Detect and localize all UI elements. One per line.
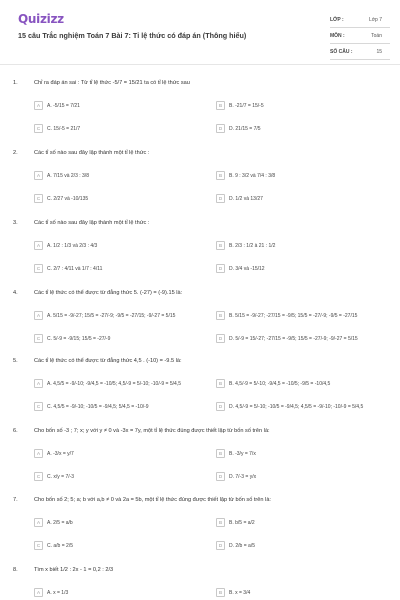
page-title: 15 câu Trắc nghiệm Toán 7 Bài 7: Tỉ lệ thức có đáp án (Thông hiểu) xyxy=(18,31,247,40)
meta-key: LỚP : xyxy=(330,16,344,23)
answer-option-d[interactable] xyxy=(216,193,263,204)
option-text: C. 4,5/5 = -9/-10; -10/5 = -9/4,5; 5/4,5 = -10/-9 xyxy=(47,403,149,410)
meta-value: Lớp 7 xyxy=(368,16,382,23)
answer-option-b[interactable] xyxy=(216,448,256,459)
option-text: A. 7/15 và 2/3 : 3/8 xyxy=(47,172,89,179)
option-letter-box: C xyxy=(34,264,43,273)
option-letter-box: C xyxy=(34,334,43,343)
question-text: Các tỉ số nào sau đây lập thành một tỉ lệ thức : xyxy=(34,220,150,226)
meta-key: SỐ CÂU : xyxy=(330,48,353,55)
option-text: A. x = 1/3 xyxy=(47,589,69,596)
option-text: B. 5/15 = -9/-27; -27/15 = -9/5; 15/5 = -27/-9; -9/5 = -27/15 xyxy=(229,312,358,319)
option-text: D. 1/2 và 13/27 xyxy=(229,195,263,202)
question-number: 3. xyxy=(13,220,18,226)
option-text: C. 2/7 : 4/11 và 1/7 : 4/11 xyxy=(47,265,103,272)
option-letter-box: A xyxy=(34,518,43,527)
option-letter-box: D xyxy=(216,472,225,481)
meta-value: 15 xyxy=(376,48,382,55)
option-letter-box: B xyxy=(216,311,225,320)
option-letter-box: A xyxy=(34,449,43,458)
answer-option-a[interactable] xyxy=(34,448,74,459)
option-letter-box: D xyxy=(216,402,225,411)
answer-option-a[interactable] xyxy=(34,517,73,528)
option-text: D. 7/-3 = y/x xyxy=(229,473,257,480)
option-text: C. x/y = 7/-3 xyxy=(47,473,75,480)
meta-value: Toán xyxy=(371,32,382,39)
question-number: 2. xyxy=(13,150,18,156)
option-text: D. 21/15 = 7/5 xyxy=(229,125,261,132)
answer-option-b[interactable] xyxy=(216,170,275,181)
option-text: B. x = 3/4 xyxy=(229,589,251,596)
quizizz-logo: Quizizz xyxy=(18,12,64,26)
option-text: D. 4,5/-9 = 5/-10; -10/5 = -9/4,5; 4,5/5 = -9/-10; -10/-9 = 5/4,5 xyxy=(229,403,364,410)
worksheet-header xyxy=(0,0,400,64)
option-letter-box: A xyxy=(34,588,43,597)
option-text: B. 2/3 : 1/2 à 21 : 1/2 xyxy=(229,242,276,249)
answer-option-d[interactable] xyxy=(216,540,255,551)
question-text: Các tỉ lệ thức có thể được từ đẳng thức 5. (-27) = (-9).15 là: xyxy=(34,290,183,296)
option-letter-box: D xyxy=(216,124,225,133)
option-text: D. 5/-9 = 15/-27; -27/15 = -9/5; 15/5 = -27/-9; -9/-27 = 5/15 xyxy=(229,335,358,342)
question-text: Cho bốn số -3 ; 7; x; y với y ≠ 0 và -3x = 7y, một tỉ lệ thức đúng được thiết lập từ bốn số trên là: xyxy=(34,428,270,434)
answer-option-d[interactable] xyxy=(216,401,363,412)
option-letter-box: D xyxy=(216,541,225,550)
answer-option-a[interactable] xyxy=(34,170,89,181)
option-letter-box: D xyxy=(216,334,225,343)
question-text: Các tỉ lệ thức có thể được từ đẳng thức 4,5 . (-10) = -9.5 là: xyxy=(34,358,182,364)
question-number: 6. xyxy=(13,428,18,434)
meta-key: MÔN : xyxy=(330,32,345,39)
answer-option-a[interactable] xyxy=(34,310,175,321)
answer-option-b[interactable] xyxy=(216,310,357,321)
option-text: B. -3/y = 7/x xyxy=(229,450,256,457)
option-letter-box: C xyxy=(34,194,43,203)
option-text: C. 15/-5 = 21/7 xyxy=(47,125,81,132)
meta-row-subject xyxy=(330,28,390,44)
option-text: B. 9 : 3/2 và 7/4 : 3/8 xyxy=(229,172,276,179)
answer-option-c[interactable] xyxy=(34,123,80,134)
option-text: A. 5/15 = -9/-27; 15/5 = -27/-9; -9/5 = -27/15; -9/-27 = 5/15 xyxy=(47,312,176,319)
option-letter-box: A xyxy=(34,241,43,250)
answer-option-c[interactable] xyxy=(34,333,110,344)
answer-option-b[interactable] xyxy=(216,517,255,528)
option-letter-box: B xyxy=(216,241,225,250)
answer-option-d[interactable] xyxy=(216,123,261,134)
option-text: D. 3/4 và -15/12 xyxy=(229,265,265,272)
meta-row-class xyxy=(330,12,390,28)
answer-option-d[interactable] xyxy=(216,263,265,274)
option-letter-box: B xyxy=(216,518,225,527)
question-number: 7. xyxy=(13,497,18,503)
option-text: C. a/b = 2/5 xyxy=(47,542,73,549)
option-text: A. -5/15 = 7/21 xyxy=(47,102,80,109)
option-letter-box: C xyxy=(34,541,43,550)
answer-option-d[interactable] xyxy=(216,333,358,344)
question-number: 5. xyxy=(13,358,18,364)
option-letter-box: B xyxy=(216,449,225,458)
option-letter-box: C xyxy=(34,402,43,411)
answer-option-c[interactable] xyxy=(34,401,149,412)
answer-option-c[interactable] xyxy=(34,263,102,274)
option-text: A. -3/x = y/7 xyxy=(47,450,74,457)
option-letter-box: B xyxy=(216,101,225,110)
answer-option-a[interactable] xyxy=(34,587,68,598)
answer-option-c[interactable] xyxy=(34,471,74,482)
option-letter-box: A xyxy=(34,379,43,388)
option-text: B. b/5 = a/2 xyxy=(229,519,255,526)
meta-row-count xyxy=(330,44,390,60)
option-text: A. 4,5/5 = -9/-10; -9/4,5 = -10/5; 4,5/-9 = 5/-10; -10/-9 = 5/4,5 xyxy=(47,380,181,387)
option-letter-box: B xyxy=(216,171,225,180)
answer-option-c[interactable] xyxy=(34,540,73,551)
meta-panel xyxy=(330,12,390,60)
option-text: A. 1/2 : 1/3 và 2/3 : 4/3 xyxy=(47,242,98,249)
option-text: D. 2/b = a/5 xyxy=(229,542,255,549)
option-text: B. -21/7 = 15/-5 xyxy=(229,102,264,109)
option-letter-box: C xyxy=(34,124,43,133)
option-letter-box: D xyxy=(216,194,225,203)
answer-option-a[interactable] xyxy=(34,100,80,111)
option-text: B. 4,5/-9 = 5/-10; -9/4,5 = -10/5; -9/5 = -10/4,5 xyxy=(229,380,331,387)
answer-option-a[interactable] xyxy=(34,240,97,251)
answer-option-b[interactable] xyxy=(216,587,250,598)
option-text: A. 2/5 = a/b xyxy=(47,519,73,526)
answer-option-a[interactable] xyxy=(34,378,181,389)
option-text: C. 2/27 và -10/135 xyxy=(47,195,89,202)
option-letter-box: B xyxy=(216,379,225,388)
answer-option-d[interactable] xyxy=(216,471,256,482)
answer-option-b[interactable] xyxy=(216,240,275,251)
question-text: Cho bốn số 2; 5; a; b với a,b ≠ 0 và 2a = 5b, một tỉ lệ thức đúng được thiết lập từ bốn số trên là: xyxy=(34,497,271,503)
option-letter-box: A xyxy=(34,171,43,180)
option-letter-box: A xyxy=(34,101,43,110)
answer-option-b[interactable] xyxy=(216,378,330,389)
answer-option-c[interactable] xyxy=(34,193,88,204)
question-text: Chỉ ra đáp án sai : Từ tỉ lệ thức -5/7 = 15/21 ta có tỉ lệ thức sau xyxy=(34,80,190,86)
option-letter-box: C xyxy=(34,472,43,481)
option-letter-box: A xyxy=(34,311,43,320)
option-letter-box: B xyxy=(216,588,225,597)
question-text: Các tỉ số nào sau đây lập thành một tỉ lệ thức : xyxy=(34,150,150,156)
header-divider xyxy=(0,64,400,65)
option-text: C. 5/-9 = -9/15; 15/5 = -27/-9 xyxy=(47,335,111,342)
question-text: Tìm x biết 1/2 : 2x - 1 = 0,2 : 2/3 xyxy=(34,567,114,573)
option-letter-box: D xyxy=(216,264,225,273)
answer-option-b[interactable] xyxy=(216,100,264,111)
question-number: 1. xyxy=(13,80,18,86)
question-number: 8. xyxy=(13,567,18,573)
question-number: 4. xyxy=(13,290,18,296)
